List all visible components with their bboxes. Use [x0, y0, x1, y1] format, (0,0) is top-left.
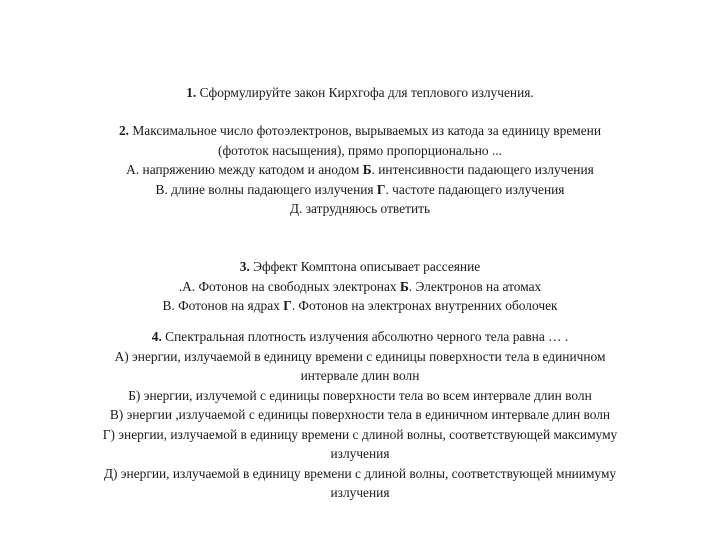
question-2-option-b-label: Б [362, 162, 372, 177]
question-3-option-g-label: Г [283, 298, 292, 313]
question-2-line-4 [0, 180, 720, 200]
question-1-statement: Сформулируйте закон Кирхгофа для теплового излучения. [196, 85, 534, 100]
question-4-option-g-cont: излучения [330, 446, 390, 461]
question-3 [0, 257, 720, 316]
question-4-option-g: Г) энергии, излучаемой в единицу времени с длиной волны, соответствующей максимуму [102, 426, 618, 442]
question-3-option-b: . Электронов на атомах [408, 278, 542, 294]
question-4-option-v: В) энергии ,излучаемой с единицы поверхности тела в единичном интервале длин волн [109, 407, 611, 422]
question-3-option-a: .А. Фотонов на свободных электронах [178, 278, 400, 294]
question-4-statement: Спектральная плотность излучения абсолютно черного тела равна … . [161, 329, 569, 344]
question-4-line-1 [0, 327, 720, 347]
question-2-option-a: А. напряжению между катодом и анодом [126, 162, 363, 177]
question-2-option-d: Д. затрудняюсь ответить [289, 201, 431, 216]
question-4-option-d-cont: излучения [330, 485, 390, 500]
question-3-line-1 [0, 257, 720, 277]
question-2-option-b: . интенсивности падающего излучения [371, 162, 594, 177]
question-2-statement: Максимальное число фотоэлектронов, вырываемых из катода за единицу времени [129, 123, 602, 138]
question-2-number: 2. [118, 123, 130, 138]
question-3-statement: Эффект Комптона описывает рассеяние [249, 259, 481, 274]
question-3-line-3 [0, 296, 720, 316]
question-2-option-v: В. длине волны падающего излучения [155, 181, 377, 197]
question-2-option-g-label: Г [376, 181, 386, 197]
question-3-line-2 [0, 277, 720, 297]
question-3-number: 3. [239, 259, 250, 274]
question-1-number: 1. [186, 85, 197, 100]
question-4 [0, 327, 720, 503]
question-4-option-a: А) энергии, излучаемой в единицу времени с единицы поверхности тела в единичном [114, 348, 606, 364]
question-2-line-2: (фототок насыщения), прямо пропорционально ... [218, 142, 502, 158]
question-2-option-g: . частоте падающего излучения [385, 181, 565, 197]
question-3-option-g: . Фотонов на электронах внутренних оболочек [291, 298, 558, 313]
question-4-number: 4. [151, 329, 162, 344]
question-4-option-b: Б) энергии, излучемой с единицы поверхности тела во всем интервале длин волн [128, 387, 592, 403]
question-1-text [0, 83, 720, 103]
question-2 [0, 121, 720, 219]
question-4-option-a-cont: интервале длин волн [300, 368, 420, 383]
question-2-line-3 [0, 160, 720, 180]
question-1 [0, 83, 720, 103]
question-3-option-b-label: Б [399, 278, 409, 294]
question-2-line-1 [0, 121, 720, 141]
question-3-option-v: В. Фотонов на ядрах [162, 298, 284, 313]
question-4-option-d: Д) энергии, излучаемой в единицу времени с длиной волны, соответствующей мниимуму [103, 465, 617, 481]
